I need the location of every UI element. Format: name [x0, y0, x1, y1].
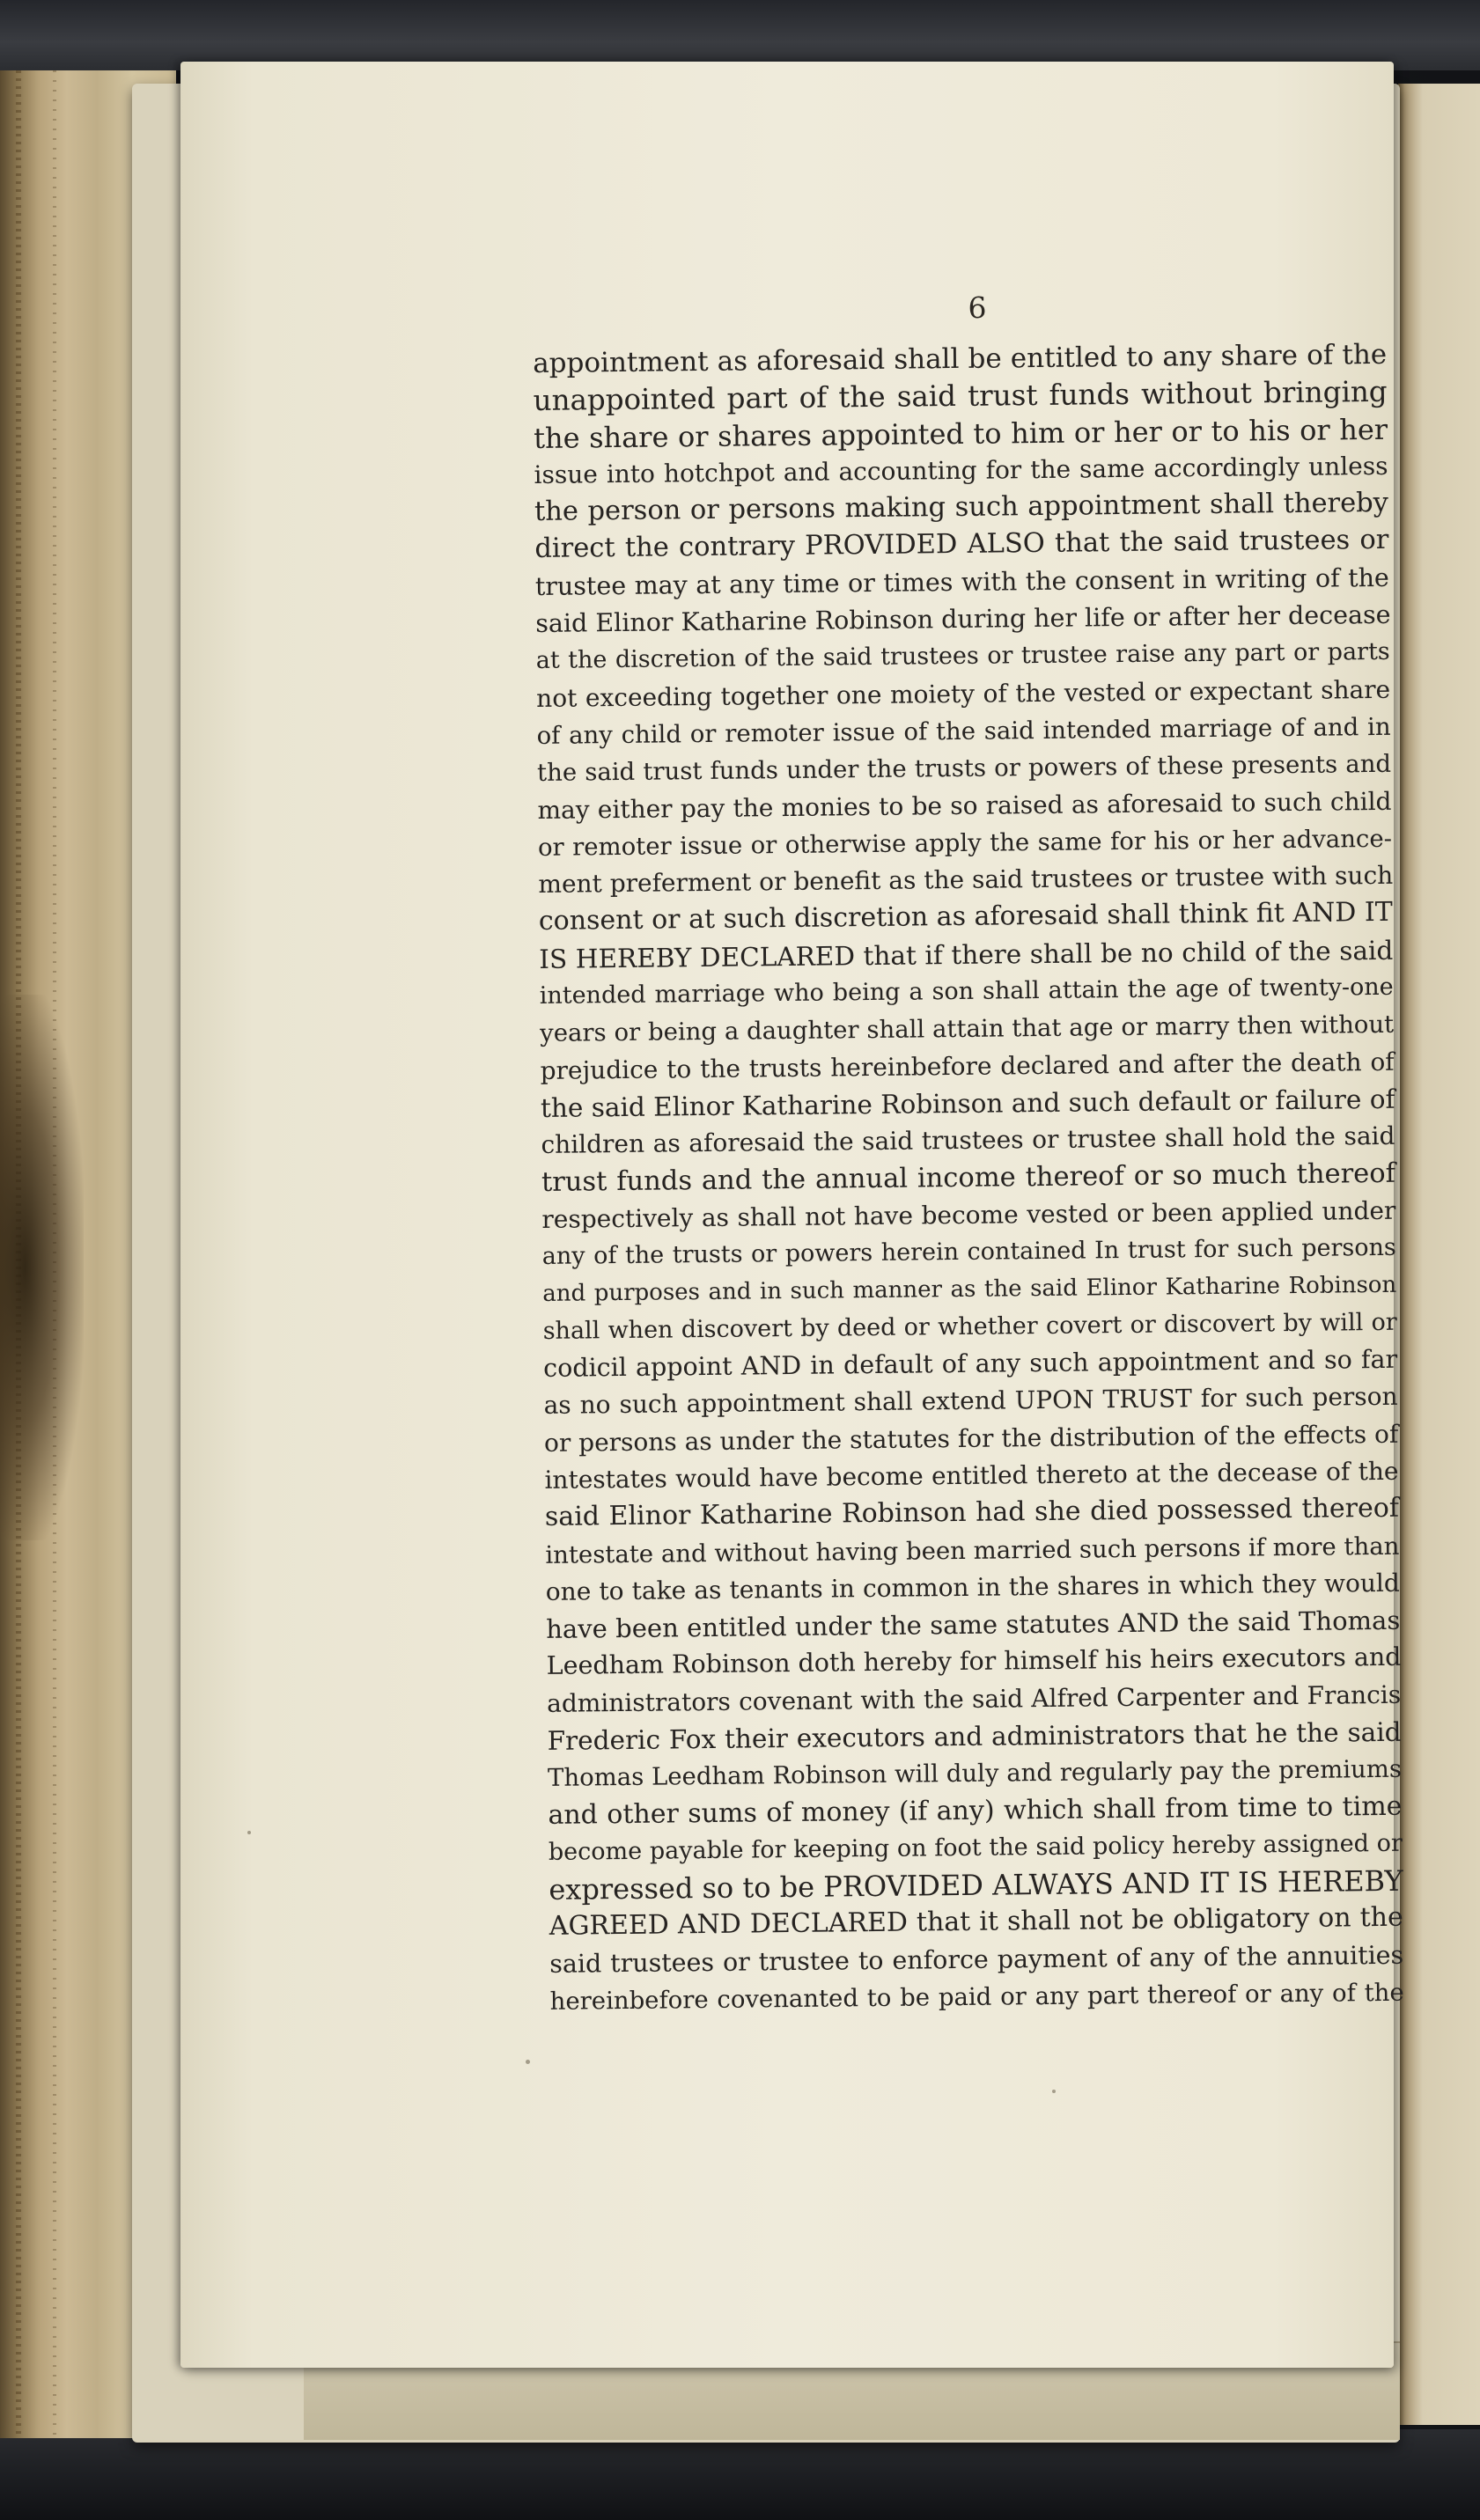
text-line: prejudice to the trusts hereinbefore declared and after the death of — [540, 1047, 1395, 1085]
paper-speck — [247, 1831, 251, 1834]
book-cover-top — [0, 0, 1480, 70]
text-line: said trustees or trustee to enforce payment of any of the annuities — [549, 1940, 1404, 1979]
text-line: the said trust funds under the trusts or powers of these presents and — [536, 750, 1392, 788]
facing-page-edge — [1398, 84, 1480, 2425]
text-line: one to take as tenants in common in the shares in which they would — [545, 1568, 1400, 1606]
book-cover-bottom — [0, 2429, 1480, 2520]
text-line: become payable for keeping on foot the said policy hereby assigned or — [548, 1829, 1403, 1866]
text-line: trust funds and the annual income thereof or so much thereof — [541, 1157, 1396, 1198]
text-line: direct the contrary PROVIDED ALSO that the said trustees or — [534, 525, 1389, 565]
text-line: Leedham Robinson doth hereby for himself his heirs executors and — [546, 1642, 1402, 1681]
text-line: intended marriage who being a son shall attain the age of twenty-one — [539, 973, 1394, 1010]
text-line: consent or at such discretion as aforesaid shall think fit AND IT — [538, 897, 1393, 937]
text-line: and other sums of money (if any) which shall from time to time — [548, 1790, 1403, 1831]
text-line: at the discretion of the said trustees or trustee raise any part or parts — [535, 638, 1390, 675]
paper-speck — [526, 2060, 530, 2064]
text-line: said Elinor Katharine Robinson had she died possessed thereof — [544, 1492, 1400, 1533]
text-line: as no such appointment shall extend UPON TRUST for such person — [543, 1382, 1398, 1421]
page-edge-stain — [0, 995, 84, 1540]
text-line: years or being a daughter shall attain that age or marry then without — [540, 1010, 1395, 1048]
text-line: intestate and without having been married such persons if more than — [545, 1532, 1400, 1569]
text-line: hereinbefore covenanted to be paid or any part thereof or any of the — [549, 1978, 1404, 2016]
text-line: the said Elinor Katharine Robinson and such default or failure of — [540, 1084, 1395, 1123]
text-line: may either pay the monies to be so raised as aforesaid to such child — [537, 786, 1392, 825]
text-line: issue into hotchpot and accounting for the same accordingly unless — [534, 451, 1388, 489]
text-line: Thomas Leedham Robinson will duly and regularly pay the premiums — [547, 1755, 1403, 1793]
text-line: expressed so to be PROVIDED ALWAYS AND IT IS HEREBY — [549, 1863, 1403, 1907]
page-number: 6 — [968, 290, 987, 325]
text-line: respectively as shall not have become vested or been applied under — [541, 1195, 1396, 1234]
text-line: not exceeding together one moiety of the vested or expectant share — [536, 674, 1391, 713]
text-line: of any child or remoter issue of the said intended marriage of and in — [536, 712, 1391, 750]
text-line: codicil appoint AND in default of any such appointment and so far — [543, 1344, 1398, 1383]
text-line: or remoter issue or otherwise apply the same for his or her advance- — [537, 824, 1393, 862]
text-line: trustee may at any time or times with the consent in writing of the — [534, 562, 1389, 601]
text-line: shall when discovert by deed or whether covert or discovert by will or — [542, 1308, 1397, 1345]
text-line: said Elinor Katharine Robinson during her life or after her decease — [535, 599, 1391, 639]
text-line: any of the trusts or powers herein contained In trust for such persons — [541, 1233, 1396, 1271]
text-line: have been entitled under the same statutes AND the said Thomas — [546, 1605, 1401, 1645]
text-line: children as aforesaid the said trustees or trustee shall hold the said — [541, 1121, 1395, 1160]
text-line: or persons as under the statutes for the distribution of the effects of — [543, 1419, 1399, 1458]
text-line: administrators covenant with the said Alfred Carpenter and Francis — [546, 1679, 1402, 1718]
text-line: AGREED AND DECLARED that it shall not be obligatory on the — [549, 1902, 1403, 1943]
body-text — [533, 336, 1404, 2020]
text-line: the person or persons making such appointment shall thereby — [534, 488, 1389, 528]
text-line: the share or shares appointed to him or her or to his or her — [533, 412, 1388, 455]
text-line: and purposes and in such manner as the said Elinor Katharine Robinson — [542, 1272, 1397, 1308]
text-line: appointment as aforesaid shall be entitled to any share of the — [533, 338, 1388, 379]
text-line: unappointed part of the said trust funds without bringing — [533, 375, 1388, 418]
text-line: ment preferment or benefit as the said trustees or trustee with such — [538, 860, 1394, 900]
text-line: Frederic Fox their executors and administrators that he the said — [547, 1716, 1402, 1756]
text-line: IS HEREBY DECLARED that if there shall be no child of the said — [539, 935, 1394, 974]
text-line: intestates would have become entitled thereto at the decease of the — [544, 1456, 1399, 1495]
paper-speck — [1052, 2090, 1056, 2093]
